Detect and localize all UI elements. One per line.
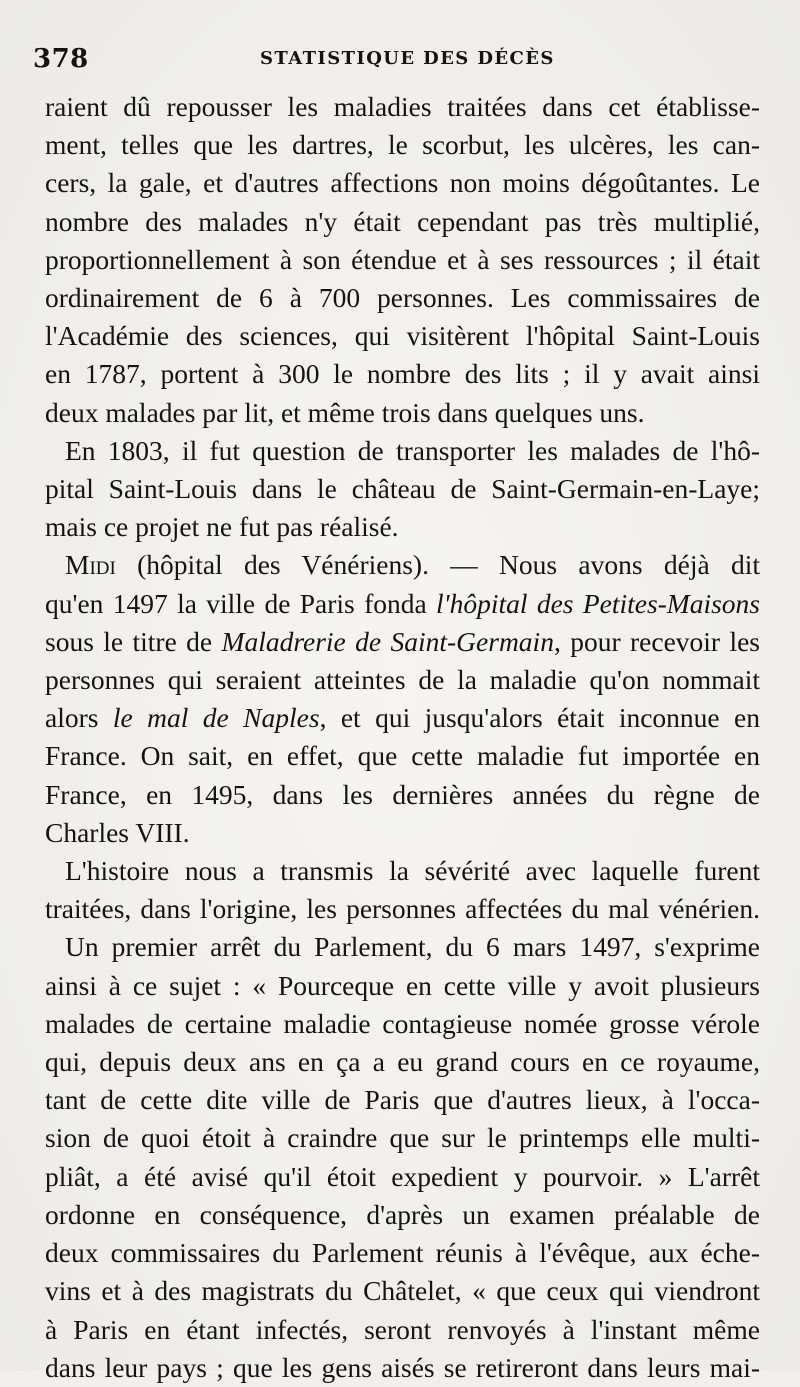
text-line: malades de certaine maladie contagieuse nomée grosse vérole bbox=[45, 1007, 760, 1039]
text-fragment: sous le titre de bbox=[45, 625, 222, 657]
text-fragment: , pour recevoir les bbox=[553, 625, 761, 657]
text-line: France. On sait, en effet, que cette maladie fut importée en bbox=[45, 740, 760, 772]
text-fragment: alors bbox=[45, 702, 113, 734]
text-line: raient dû repousser les maladies traitées dans cet établisse- bbox=[45, 91, 760, 122]
text-fragment: , et qui jusqu'alors était inconnue en bbox=[319, 702, 760, 734]
text-line: ordinairement de 6 à 700 personnes. Les commissaires de bbox=[45, 282, 760, 314]
body-text bbox=[45, 88, 760, 1387]
text-line: ainsi à ce sujet : « Pourceque en cette ville y avoit plusieurs bbox=[45, 969, 760, 1001]
text-line: qui, depuis deux ans en ça a eu grand cours en ce royaume, bbox=[45, 1046, 760, 1078]
text-line bbox=[45, 699, 760, 737]
text-line bbox=[45, 546, 760, 584]
text-line: sion de quoi étoit à craindre que sur le printemps elle multi- bbox=[45, 1122, 760, 1154]
text-line: L'histoire nous a transmis la sévérité avec laquelle furent bbox=[65, 855, 760, 887]
text-line: cers, la gale, et d'autres affections non moins dégoûtantes. Le bbox=[45, 167, 760, 199]
text-line: France, en 1495, dans les dernières années du règne de bbox=[45, 778, 760, 810]
page-number: 378 bbox=[33, 44, 89, 74]
text-line: proportionnellement à son étendue et à ses ressources ; il était bbox=[45, 243, 760, 275]
italic-fragment: le mal de Naples bbox=[112, 702, 320, 734]
text-line: dans leur pays ; que les gens aisés se retireront dans leurs mai- bbox=[45, 1351, 760, 1383]
text-line: ment, telles que les dartres, le scorbut, les ulcères, les can- bbox=[45, 129, 760, 161]
text-line: nombre des malades n'y était cependant pas très multiplié, bbox=[45, 205, 760, 237]
text-line: traitées, dans l'origine, les personnes affectées du mal vénérien. bbox=[45, 893, 760, 925]
text-line: en 1787, portent à 300 le nombre des lits ; il y avait ainsi bbox=[45, 358, 760, 390]
section-name: Midi bbox=[65, 549, 116, 581]
text-line bbox=[45, 623, 760, 661]
italic-fragment: Maladrerie de Saint-Germain bbox=[221, 625, 554, 657]
text-line: ordonne en conséquence, d'après un examen préalable de bbox=[45, 1198, 760, 1230]
text-line bbox=[45, 585, 760, 623]
text-fragment: (hôpital des Vénériens). — Nous avons déjà dit bbox=[137, 549, 761, 581]
text-line: personnes qui seraient atteintes de la maladie qu'on nommait bbox=[45, 664, 760, 696]
text-fragment: qu'en 1497 la ville de Paris fonda bbox=[45, 587, 437, 619]
text-line: vins et à des magistrats du Châtelet, « que ceux qui viendront bbox=[45, 1275, 760, 1307]
text-line: pliât, a été avisé qu'il étoit expedient y pourvoir. » L'arrêt bbox=[45, 1160, 760, 1192]
text-line: pital Saint-Louis dans le château de Saint-Germain-en-Laye; bbox=[45, 473, 760, 505]
text-line: Un premier arrêt du Parlement, du 6 mars 1497, s'exprime bbox=[65, 931, 760, 963]
text-line: mais ce projet ne fut pas réalisé. bbox=[45, 511, 399, 543]
text-line: l'Académie des sciences, qui visitèrent l'hôpital Saint-Louis bbox=[45, 320, 760, 352]
running-title: STATISTIQUE DES DÉCÈS bbox=[260, 48, 555, 69]
running-head bbox=[33, 38, 760, 78]
italic-fragment: l'hôpital des Petites-Maisons bbox=[436, 587, 761, 619]
text-line: à Paris en étant infectés, seront renvoyés à l'instant même bbox=[45, 1313, 760, 1345]
text-line: deux commissaires du Parlement réunis à l'évêque, aux éche- bbox=[45, 1237, 760, 1269]
text-line: En 1803, il fut question de transporter les malades de l'hô- bbox=[65, 434, 760, 466]
text-line: Charles VIII. bbox=[45, 816, 190, 848]
text-line: deux malades par lit, et même trois dans quelques uns. bbox=[45, 396, 645, 428]
text-line: tant de cette dite ville de Paris que d'autres lieux, à l'occa- bbox=[45, 1084, 760, 1116]
